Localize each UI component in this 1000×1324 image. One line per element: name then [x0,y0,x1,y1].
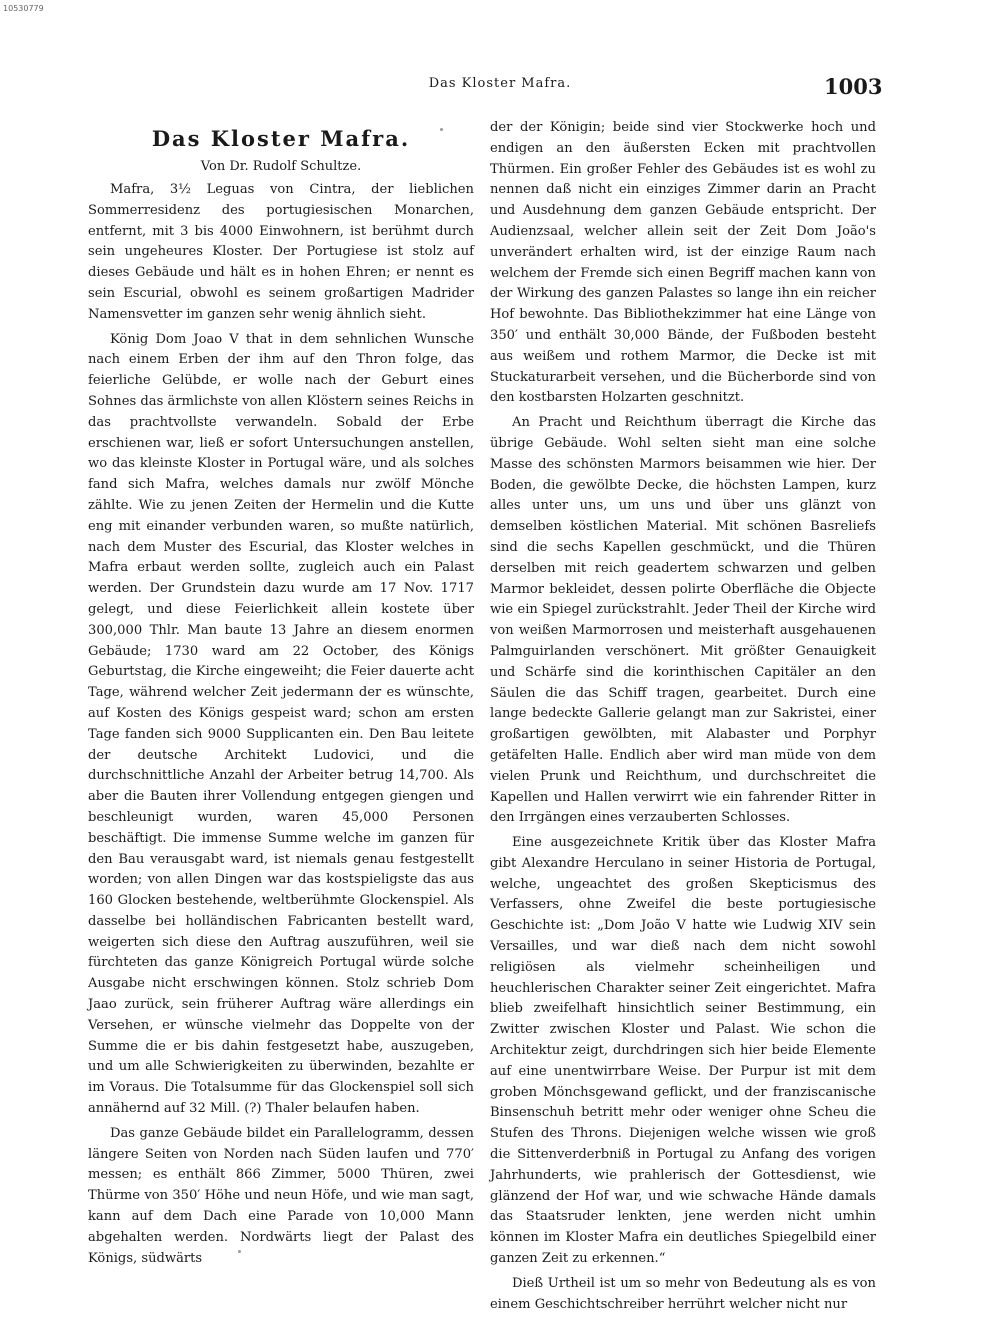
paragraph: An Pracht und Reichthum überragt die Kirche das übrige Gebäude. Wohl selten sieht man eine solche Masse des schönsten Marmors beisammen wie hier. Der Boden, die gewölbte Decke, die höchsten Lampen, kurz alles unter uns, um uns und über uns glänzt von demselben köstlichen Material. Mit schönen Basreliefs sind die sechs Kapellen geschmückt, und die Thüren derselben mit reich geadertem schwarzen und gelben Marmor bekleidet, dessen polirte Oberfläche die Objecte wie ein Spiegel zurückstrahlt. Jeder Theil der Kirche wird von weißen Marmorrosen und meisterhaft ausgehauenen Palmguirlanden verschönert. Mit größter Genauigkeit und Schärfe sind die korinthischen Capitäler an den Säulen die das Schiff tragen, gearbeitet. Durch eine lange bedeckte Gallerie gelangt man zur Sakristei, einer großartigen gewölbten, mit Alabaster und Porphyr getäfelten Halle. Endlich aber wird man müde von dem vielen Prunk und Reichthum, und durchschreitet die Kapellen und Hallen verwirrt wie ein fahrender Ritter in den Irrgängen eines verzauberten Schlosses. [490,415,876,826]
paragraph: Dieß Urtheil ist um so mehr von Bedeutung als es von einem Geschichtschreiber herrührt welcher nicht nur [490,1275,876,1312]
paper-speck [238,1250,241,1253]
paragraph: Das ganze Gebäude bildet ein Parallelogramm, dessen längere Seiten von Norden nach Süden laufen und 770′ messen; es enthält 866 Zimmer, 5000 Thüren, zwei Thürme von 350′ Höhe und neun Höfe, und wie man sagt, kann auf dem Dach eine Parade von 10,000 Mann abgehalten werden. Nordwärts liegt der Palast des Königs, südwärts [88,1125,474,1266]
paper-speck [440,128,443,131]
article-title: Das Kloster Mafra. [151,126,411,151]
page-number: 1003 [824,74,883,99]
archive-id: 10530779 [3,4,44,13]
running-head: Das Kloster Mafra. [428,76,572,91]
article-byline: Von Dr. Rudolf Schultze. [200,159,362,174]
paragraph: Eine ausgezeichnete Kritik über das Kloster Mafra gibt Alexandre Herculano in seiner Historia de Portugal, welche, ungeachtet des großen Skepticismus des Verfassers, ohne Zweifel die beste portugiesische Geschichte ist: „Dom João V hatte wie Ludwig XIV sein Versailles, und war dieß nach dem nicht sowohl religiösen als vielmehr scheinheiligen und heuchlerischen Charakter seiner Zeit eingerichtet. Mafra blieb zweifelhaft hinsichtlich seiner Bestimmung, ein Zwitter zwischen Kloster und Palast. Wie schon die Architektur zeigt, durchdringen sich hier beide Elemente auf eine unentwirrbare Weise. Der Purpur ist mit dem groben Mönchsgewand geflickt, und der franziscanische Binsenschuh betritt mehr oder weniger ohne Scheu die Stufen des Throns. Diejenigen welche wissen wie groß die Sittenverderbniß in Portugal zu Anfang des vorigen Jahrhunderts, wie prahlerisch der Gottesdienst, wie glänzend der Hof war, und wie schwache Hände damals das Staatsruder lenkten, jene werden nicht umhin können im Kloster Mafra ein deutliches Spiegelbild einer ganzen Zeit zu erkennen.“ [490,835,876,1267]
paragraph: König Dom Joao V that in dem sehnlichen Wunsche nach einem Erben der ihm auf den Thron folge, das feierliche Gelübde, er wolle nach der Geburt eines Sohnes das ärmlichste von allen Klöstern seines Reichs in das prachtvollste verwandeln. Sobald der Erbe erschienen war, ließ er sofort Untersuchungen anstellen, wo das kleinste Kloster in Portugal wäre, und als solches fand sich Mafra, welches damals nur zwölf Mönche zählte. Wie zu jenen Zeiten der Hermelin und die Kutte eng mit einander verbunden waren, so mußte natürlich, nach dem Muster des Escurial, das Kloster welches in Mafra erbaut werden sollte, zugleich auch ein Palast werden. Der Grundstein dazu wurde am 17 Nov. 1717 gelegt, und diese Feierlichkeit allein kostete über 300,000 Thlr. Man baute 13 Jahre an diesem enormen Gebäude; 1730 ward am 22 October, des Königs Geburtstag, die Kirche eingeweiht; die Feier dauerte acht Tage, während welcher Zeit jedermann der es wünschte, auf Kosten des Königs gespeist ward; schon am ersten Tage fanden sich 9000 Supplicanten ein. Den Bau leitete der deutsche Architekt Ludovici, und die durchschnittliche Anzahl der Arbeiter betrug 14,700. Als aber die Bauten ihrer Vollendung entgegen giengen und beschleunigt wurden, waren 45,000 Personen beschäftigt. Die immense Summe welche im ganzen für den Bau verausgabt ward, ist niemals genau festgestellt worden; von allen Dingen war das kostspieligste das aus 160 Glocken bestehende, weltberühmte Glockenspiel. Als dasselbe bei holländischen Fabricanten bestellt ward, weigerten sich diese den Auftrag auszuführen, weil sie fürchteten das ganze Königreich Portugal würde solche Ausgabe nicht erschwingen können. Stolz schrieb Dom Jaao zurück, sein früherer Auftrag wäre allerdings ein Versehen, er wünsche vielmehr das Doppelte von der Summe die er bis dahin festgesetzt habe, auszugeben, und um alle Schwierigkeiten zu überwinden, bezahlte er im Voraus. Die Totalsumme für das Glockenspiel soll sich annähernd auf 32 Mill. (?) Thaler belaufen haben. [88,331,474,1117]
paragraph: Mafra, 3½ Leguas von Cintra, der lieblichen Sommerresidenz des portugiesischen Monarchen, entfernt, mit 3 bis 4000 Einwohnern, ist berühmt durch sein ungeheures Kloster. Der Portugiese ist stolz auf dieses Gebäude und hält es in hohen Ehren; er nennt es sein Escurial, obwohl es seinem großartigen Madrider Namensvetter im ganzen sehr wenig ähnlich sieht. [88,182,474,322]
right-column [490,118,876,1315]
left-column [88,118,474,1269]
paragraph: der der Königin; beide sind vier Stockwerke hoch und endigen an den äußersten Ecken mit prachtvollen Thürmen. Ein großer Fehler des Gebäudes ist es wohl zu nennen daß nicht ein einziges Zimmer darin an Pracht und Ausdehnung dem ganzen Gebäude entspricht. Der Audienzsaal, welcher allein seit der Zeit Dom João's unverändert erhalten wird, ist der einzige Raum nach welchem der Fremde sich einen Begriff machen kann von der Wirkung des ganzen Palastes so lange ihn ein reicher Hof bewohnte. Das Bibliothekzimmer hat eine Länge von 350′ und enthält 30,000 Bände, der Fußboden besteht aus weißem und rothem Marmor, die Decke ist mit Stuckaturarbeit versehen, und die Bücherborde sind von den kostbarsten Holzarten geschnitzt. [490,120,876,406]
